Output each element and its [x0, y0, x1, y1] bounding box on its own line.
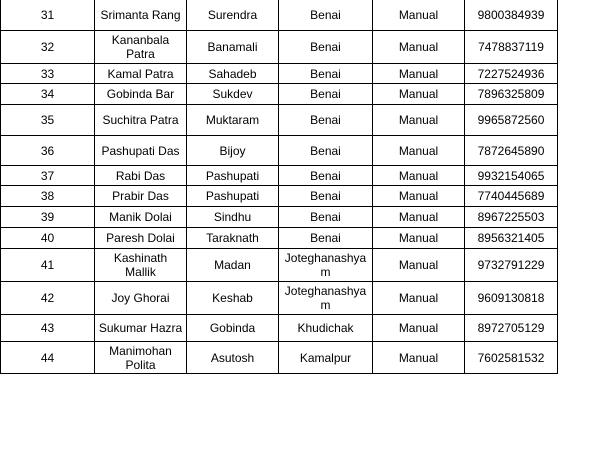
father-name-cell: Surendra [187, 0, 279, 31]
name-cell: Rabi Das [95, 166, 187, 186]
village-cell: Benai [279, 64, 373, 84]
village-cell: Kamalpur [279, 342, 373, 374]
mode-cell: Manual [373, 166, 465, 186]
name-cell: Gobinda Bar [95, 84, 187, 105]
serial-number-cell: 35 [1, 105, 95, 136]
phone-cell: 8972705129 [465, 315, 558, 342]
phone-cell: 9965872560 [465, 105, 558, 136]
serial-number-cell: 31 [1, 0, 95, 31]
table-row [1, 186, 558, 207]
phone-cell: 8967225503 [465, 207, 558, 228]
mode-cell: Manual [373, 228, 465, 249]
table-row [1, 249, 558, 282]
father-name-cell: Muktaram [187, 105, 279, 136]
serial-number-cell: 36 [1, 136, 95, 166]
table-row [1, 228, 558, 249]
village-cell: Benai [279, 31, 373, 64]
serial-number-cell: 44 [1, 342, 95, 374]
mode-cell: Manual [373, 64, 465, 84]
table-row [1, 342, 558, 374]
table-row [1, 105, 558, 136]
serial-number-cell: 33 [1, 64, 95, 84]
name-cell: Sukumar Hazra [95, 315, 187, 342]
village-cell: Benai [279, 228, 373, 249]
mode-cell: Manual [373, 342, 465, 374]
village-cell: Joteghanashyam [279, 282, 373, 315]
table-row [1, 64, 558, 84]
mode-cell: Manual [373, 105, 465, 136]
mode-cell: Manual [373, 207, 465, 228]
phone-cell: 8956321405 [465, 228, 558, 249]
table-row [1, 136, 558, 166]
phone-cell: 9800384939 [465, 0, 558, 31]
phone-cell: 9932154065 [465, 166, 558, 186]
phone-cell: 9732791229 [465, 249, 558, 282]
mode-cell: Manual [373, 249, 465, 282]
name-cell: Manimohan Polita [95, 342, 187, 374]
father-name-cell: Bijoy [187, 136, 279, 166]
serial-number-cell: 42 [1, 282, 95, 315]
table-row [1, 282, 558, 315]
father-name-cell: Banamali [187, 31, 279, 64]
village-cell: Benai [279, 105, 373, 136]
name-cell: Manik Dolai [95, 207, 187, 228]
table-row [1, 207, 558, 228]
serial-number-cell: 37 [1, 166, 95, 186]
father-name-cell: Sahadeb [187, 64, 279, 84]
table-row [1, 0, 558, 31]
phone-cell: 7740445689 [465, 186, 558, 207]
father-name-cell: Gobinda [187, 315, 279, 342]
phone-cell: 7896325809 [465, 84, 558, 105]
village-cell: Benai [279, 207, 373, 228]
name-cell: Srimanta Rang [95, 0, 187, 31]
father-name-cell: Asutosh [187, 342, 279, 374]
village-cell: Khudichak [279, 315, 373, 342]
name-cell: Suchitra Patra [95, 105, 187, 136]
name-cell: Pashupati Das [95, 136, 187, 166]
name-cell: Kashinath Mallik [95, 249, 187, 282]
father-name-cell: Pashupati [187, 186, 279, 207]
village-cell: Benai [279, 0, 373, 31]
village-cell: Benai [279, 136, 373, 166]
father-name-cell: Pashupati [187, 166, 279, 186]
village-cell: Joteghanashyam [279, 249, 373, 282]
phone-cell: 7602581532 [465, 342, 558, 374]
name-cell: Kananbala Patra [95, 31, 187, 64]
serial-number-cell: 39 [1, 207, 95, 228]
table-row [1, 31, 558, 64]
mode-cell: Manual [373, 315, 465, 342]
name-cell: Paresh Dolai [95, 228, 187, 249]
village-cell: Benai [279, 166, 373, 186]
village-cell: Benai [279, 186, 373, 207]
serial-number-cell: 32 [1, 31, 95, 64]
phone-cell: 7872645890 [465, 136, 558, 166]
mode-cell: Manual [373, 84, 465, 105]
father-name-cell: Sukdev [187, 84, 279, 105]
father-name-cell: Keshab [187, 282, 279, 315]
serial-number-cell: 43 [1, 315, 95, 342]
serial-number-cell: 41 [1, 249, 95, 282]
serial-number-cell: 40 [1, 228, 95, 249]
phone-cell: 7478837119 [465, 31, 558, 64]
father-name-cell: Madan [187, 249, 279, 282]
village-cell: Benai [279, 84, 373, 105]
father-name-cell: Sindhu [187, 207, 279, 228]
name-cell: Kamal Patra [95, 64, 187, 84]
mode-cell: Manual [373, 0, 465, 31]
name-cell: Prabir Das [95, 186, 187, 207]
table-row [1, 84, 558, 105]
serial-number-cell: 38 [1, 186, 95, 207]
table-row [1, 166, 558, 186]
father-name-cell: Taraknath [187, 228, 279, 249]
phone-cell: 7227524936 [465, 64, 558, 84]
table-row [1, 315, 558, 342]
name-cell: Joy Ghorai [95, 282, 187, 315]
mode-cell: Manual [373, 31, 465, 64]
serial-number-cell: 34 [1, 84, 95, 105]
mode-cell: Manual [373, 186, 465, 207]
mode-cell: Manual [373, 136, 465, 166]
mode-cell: Manual [373, 282, 465, 315]
phone-cell: 9609130818 [465, 282, 558, 315]
